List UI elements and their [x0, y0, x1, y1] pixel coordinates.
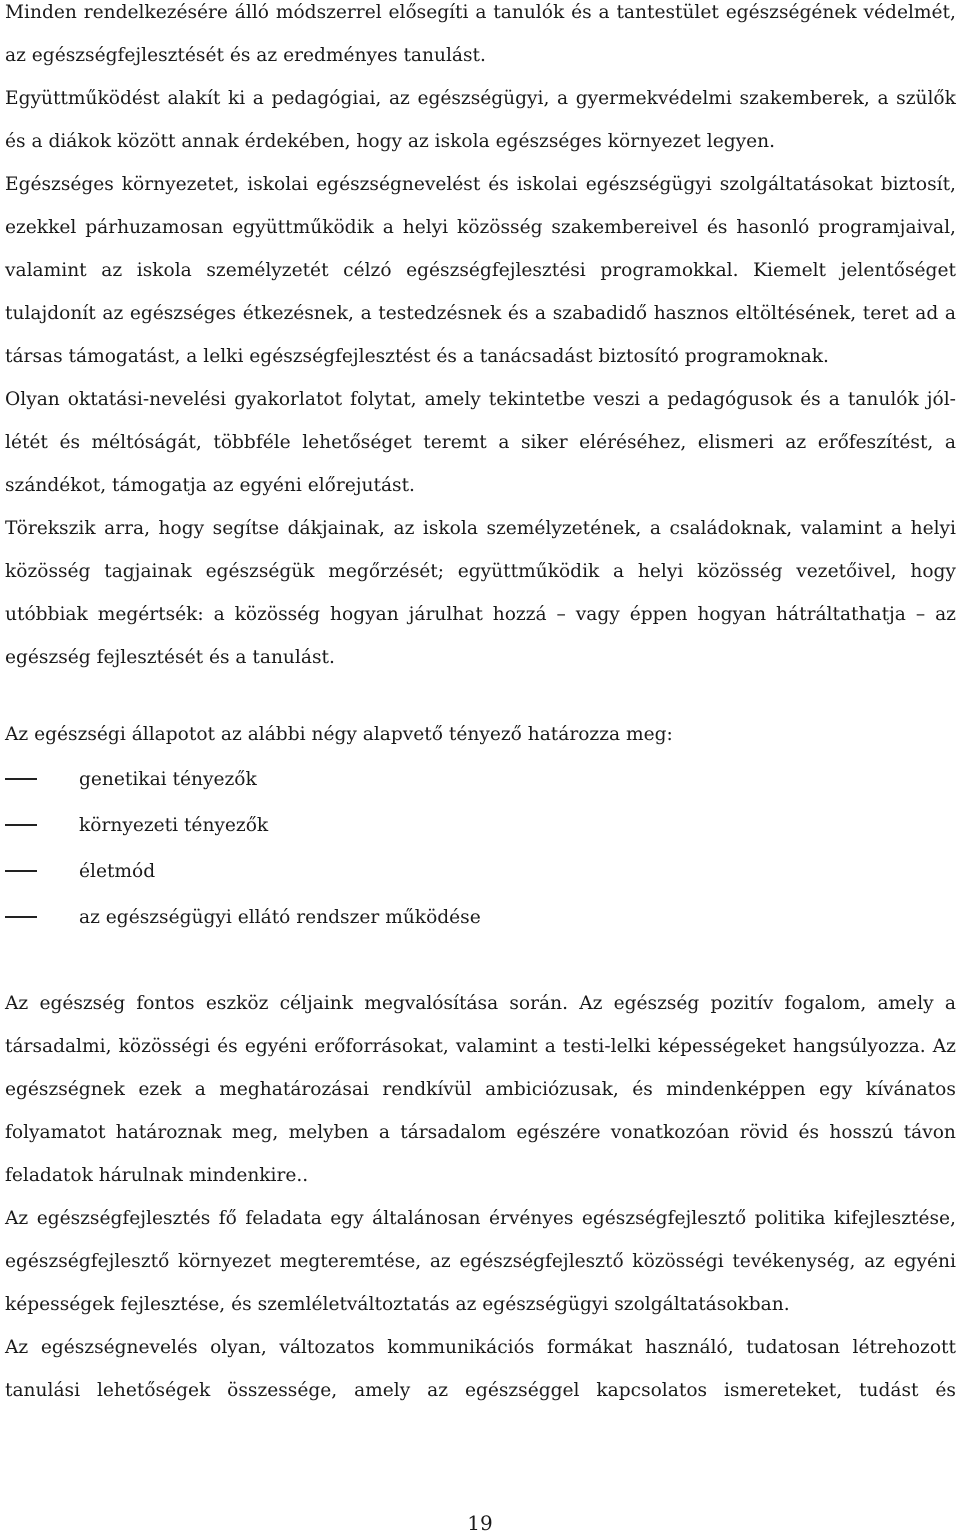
dash-bullet-icon [5, 870, 37, 872]
text-line: utóbbiak megértsék: a közösség hogyan járulhat hozzá – vagy éppen hogyan hátráltathatja – az [5, 604, 956, 625]
text-line: tulajdonít az egészséges étkezésnek, a testedzésnek és a szabadidő hasznos eltöltésének, teret ad a [5, 303, 956, 324]
text-line: létét és méltóságát, többféle lehetőséget teremt a siker eléréséhez, elismeri az erőfeszítést, a [5, 432, 956, 453]
text-line: ezekkel párhuzamosan együttműködik a helyi közösség szakembereivel és hasonló programjaival, [5, 217, 956, 238]
dash-bullet-icon [5, 778, 37, 780]
factor-item [5, 811, 268, 841]
text-line: egészség fejlesztését és a tanulást. [5, 647, 335, 668]
intro-line [5, 713, 956, 756]
intro-text: Az egészségi állapotot az alábbi négy alapvető tényező határozza meg: [5, 724, 673, 745]
dash-bullet-icon [5, 824, 37, 826]
dash-bullet-icon [5, 916, 37, 918]
text-line: Egészséges környezetet, iskolai egészségnevelést és iskolai egészségügyi szolgáltatásokat biztosít, [5, 174, 956, 195]
text-line: képességek fejlesztése, és szemléletváltoztatás az egészségügyi szolgáltatásokban. [5, 1294, 790, 1315]
text-line: Olyan oktatási-nevelési gyakorlatot folytat, amely tekintetbe veszi a pedagógusok és a tanulók jól- [5, 389, 956, 410]
text-line: Az egészségfejlesztés fő feladata egy általánosan érvényes egészségfejlesztő politika kifejlesztése, [5, 1208, 956, 1229]
page-number: 19 [467, 1511, 493, 1535]
text-line: Törekszik arra, hogy segítse dákjainak, az iskola személyzetének, a családoknak, valamint a helyi [5, 518, 956, 539]
text-line: és a diákok között annak érdekében, hogy az iskola egészséges környezet legyen. [5, 131, 775, 152]
text-line: feladatok hárulnak mindenkire.. [5, 1165, 309, 1186]
text-line: egészségfejlesztő környezet megteremtése, az egészségfejlesztő közösségi tevékenység, az egyéni [5, 1251, 956, 1272]
factor-label: az egészségügyi ellátó rendszer működése [79, 907, 481, 928]
text-line: Együttműködést alakít ki a pedagógiai, az egészségügyi, a gyermekvédelmi szakemberek, a szülők [5, 88, 956, 109]
text-line: Az egészségnevelés olyan, változatos kommunikációs formákat használó, tudatosan létrehozott [5, 1337, 956, 1358]
text-line: valamint az iskola személyzetét célzó egészségfejlesztési programokkal. Kiemelt jelentőséget [5, 260, 956, 281]
text-line: tanulási lehetőségek összessége, amely az egészséggel kapcsolatos ismereteket, tudást és [5, 1380, 956, 1401]
factor-label: életmód [79, 861, 156, 882]
factor-label: genetikai tényezők [79, 769, 257, 790]
text-line: közösség tagjainak egészségük megőrzését; együttműködik a helyi közösség vezetőivel, hogy [5, 561, 956, 582]
paragraph-school-health [5, 0, 956, 679]
paragraph-health-definition [5, 982, 956, 1412]
text-line: társadalmi, közösségi és egyéni erőforrásokat, valamint a testi-lelki képességeket hangsúlyozza. Az [5, 1036, 956, 1057]
text-line: az egészségfejlesztését és az eredményes tanulást. [5, 45, 486, 66]
factor-label: környezeti tényezők [79, 815, 269, 836]
factor-item [5, 765, 257, 795]
text-line: Minden rendelkezésére álló módszerrel elősegíti a tanulók és a tantestület egészségének védelmét, [5, 2, 956, 23]
factor-item [5, 903, 481, 933]
text-line: egészségnek ezek a meghatározásai rendkívül ambiciózusak, és mindenképpen egy kívánatos [5, 1079, 956, 1100]
text-line: szándékot, támogatja az egyéni előrejutást. [5, 475, 415, 496]
text-line: Az egészség fontos eszköz céljaink megvalósítása során. Az egészség pozitív fogalom, amely a [5, 993, 956, 1014]
text-line: társas támogatást, a lelki egészségfejlesztést és a tanácsadást biztosító programoknak. [5, 346, 829, 367]
text-line: folyamatot határoznak meg, melyben a társadalom egészére vonatkozóan rövid és hosszú távon [5, 1122, 956, 1143]
factor-item [5, 857, 155, 887]
